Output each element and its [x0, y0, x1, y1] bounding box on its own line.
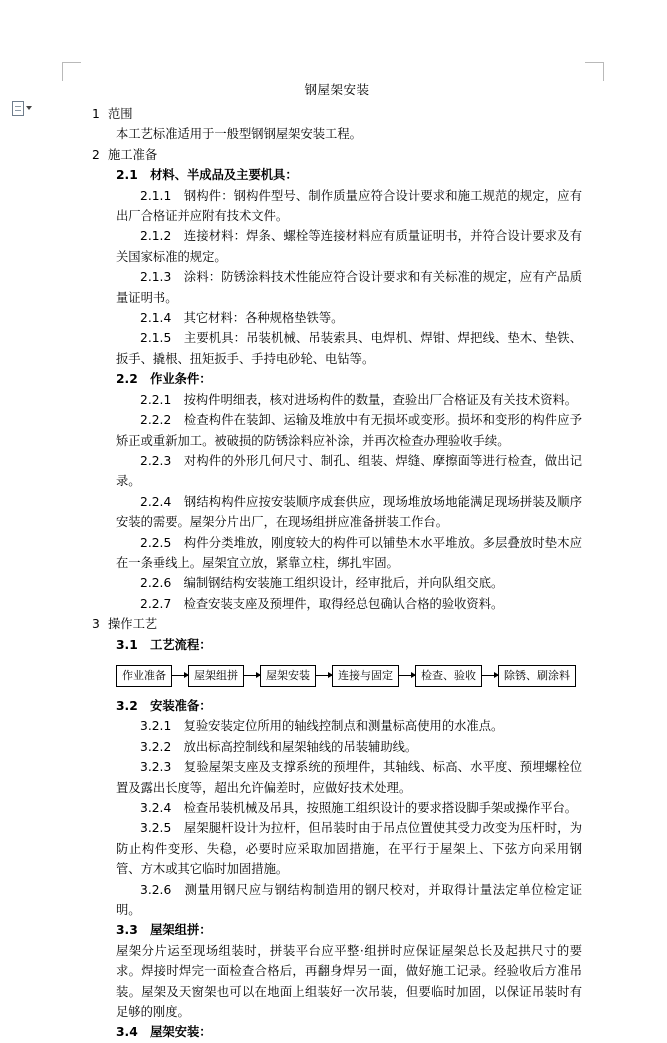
section-title: 施工准备 — [108, 147, 158, 162]
flow-step-6: 除锈、刷涂料 — [498, 665, 576, 687]
paragraph-3-2-5: 3.2.5 屋架腿杆设计为拉杆，但吊装时由于吊点位置使其受力改变为压杆时，为防止构件变形、失稳，必要时应采取加固措施，在平行于屋架上、下弦方向采用钢管、方木或其它临时加固措施。 — [116, 821, 582, 877]
section-title: 范围 — [108, 107, 133, 121]
paragraph-2-1-4: 2.1.4 其它材料：各种规格垫铁等。 — [140, 311, 344, 326]
process-flow-diagram — [116, 665, 582, 687]
flow-step-2: 屋架组拼 — [188, 665, 244, 687]
heading-section-2 — [92, 145, 582, 165]
paragraph-2-1-2: 2.1.2 连接材料：焊条、螺栓等连接材料应有质量证明书，并符合设计要求及有关国家标准的规定。 — [116, 229, 582, 264]
section-number: 2 — [92, 147, 100, 162]
flow-step-3: 屋架安装 — [260, 665, 316, 687]
document-thumbnail-icon[interactable] — [12, 100, 38, 116]
paragraph-3-2-2: 3.2.2 放出标高控制线和屋架轴线的吊装辅助线。 — [140, 739, 418, 754]
crop-mark-top-left — [62, 62, 81, 81]
paragraph-2-2-4: 2.2.4 钢结构构件应按安装顺序成套供应，现场堆放场地能满足现场拼装及顺序安装的需要。屋架分片出厂，在现场组拼应准备拼装工作台。 — [116, 494, 582, 530]
flow-step-4: 连接与固定 — [332, 665, 399, 687]
paragraph-2-2-3: 2.2.3 对构件的外形几何尺寸、制孔、组装、焊缝、摩擦面等进行检查，做出记录。 — [116, 453, 582, 489]
paragraph-2-2-6: 2.2.6 编制钢结构安装施工组织设计，经审批后，并向队组交底。 — [140, 576, 504, 591]
document-body — [92, 80, 582, 1043]
flow-arrow-icon — [172, 675, 188, 676]
heading-section-1 — [92, 104, 582, 124]
heading-3-1: 3.1 工艺流程： — [116, 637, 212, 652]
paragraph-2-2-5: 2.2.5 构件分类堆放，刚度较大的构件可以铺垫木水平堆放。多层叠放时垫木应在一条垂线上。屋架宜立放，紧靠立柱，绑扎牢固。 — [116, 535, 582, 570]
document-icon-glyph — [12, 101, 24, 116]
paragraph-2-2-1: 2.2.1 按构件明细表，核对进场构件的数量，查验出厂合格证及有关技术资料。 — [140, 392, 578, 407]
heading-3-4: 3.4 屋架安装： — [116, 1025, 212, 1040]
flow-arrow-icon — [316, 675, 332, 676]
paragraph-3-3-body: 屋架分片运至现场组装时，拼装平台应平整·组拼时应保证屋架总长及起拱尺寸的要求。焊接时焊完一面检查合格后，再翻身焊另一面，做好施工记录。经验收后方准吊装。屋架及天窗架也可以在地面上组装好一次吊装，但要临时加固，以保证吊装时有足够的刚度。 — [116, 943, 582, 1020]
heading-3-2: 3.2 安装准备： — [116, 698, 212, 713]
section-number: 1 — [92, 107, 100, 121]
paragraph-scope: 本工艺标准适用于一般型钢钢屋架安装工程。 — [116, 127, 362, 142]
spacer — [92, 687, 582, 696]
heading-section-3 — [92, 614, 582, 634]
section-number: 3 — [92, 617, 100, 632]
flow-arrow-icon — [482, 675, 498, 676]
paragraph-3-2-4: 3.2.4 检查吊装机械及吊具，按照施工组织设计的要求搭设脚手架或操作平台。 — [140, 801, 578, 815]
heading-2-1: 2.1 材料、半成品及主要机具： — [116, 168, 298, 183]
paragraph-2-1-1: 2.1.1 钢构件：钢构件型号、制作质量应符合设计要求和施工规范的规定，应有出厂合格证并应附有技术文件。 — [116, 188, 582, 224]
chevron-down-icon — [26, 106, 32, 110]
flow-arrow-icon — [399, 675, 415, 676]
flow-step-1: 作业准备 — [116, 665, 172, 687]
paragraph-3-2-3: 3.2.3 复验屋架支座及支撑系统的预埋件，其轴线、标高、水平度、预埋螺栓位置及露出长度等，超出允许偏差时，应做好技术处理。 — [116, 760, 582, 795]
paragraph-2-2-7: 2.2.7 检查安装支座及预埋件，取得经总包确认合格的验收资料。 — [140, 596, 504, 611]
paragraph-2-1-3: 2.1.3 涂料：防锈涂料技术性能应符合设计要求和有关标准的规定，应有产品质量证明书。 — [116, 270, 582, 305]
section-title: 操作工艺 — [108, 617, 158, 632]
flow-arrow-icon — [244, 675, 260, 676]
flow-step-5: 检查、验收 — [415, 665, 482, 687]
heading-2-2: 2.2 作业条件： — [116, 372, 212, 387]
heading-3-3: 3.3 屋架组拼： — [116, 923, 212, 938]
paragraph-3-2-1: 3.2.1 复验安装定位所用的轴线控制点和测量标高使用的水准点。 — [140, 719, 504, 734]
paragraph-2-1-5: 2.1.5 主要机具：吊装机械、吊装索具、电焊机、焊钳、焊把线、垫木、垫铁、扳手、撬根、扭矩扳手、手持电砂轮、电钻等。 — [116, 331, 582, 366]
crop-mark-top-right — [585, 62, 604, 81]
paragraph-3-2-6: 3.2.6 测量用钢尺应与钢结构制造用的钢尺校对，并取得计量法定单位检定证明。 — [116, 882, 582, 918]
page-title: 钢屋架安装 — [304, 82, 370, 97]
paragraph-2-2-2: 2.2.2 检查构件在装卸、运输及堆放中有无损坏或变形。损坏和变形的构件应予矫正或重新加工。被破损的防锈涂料应补涂，并再次检查办理验收手续。 — [116, 413, 582, 448]
